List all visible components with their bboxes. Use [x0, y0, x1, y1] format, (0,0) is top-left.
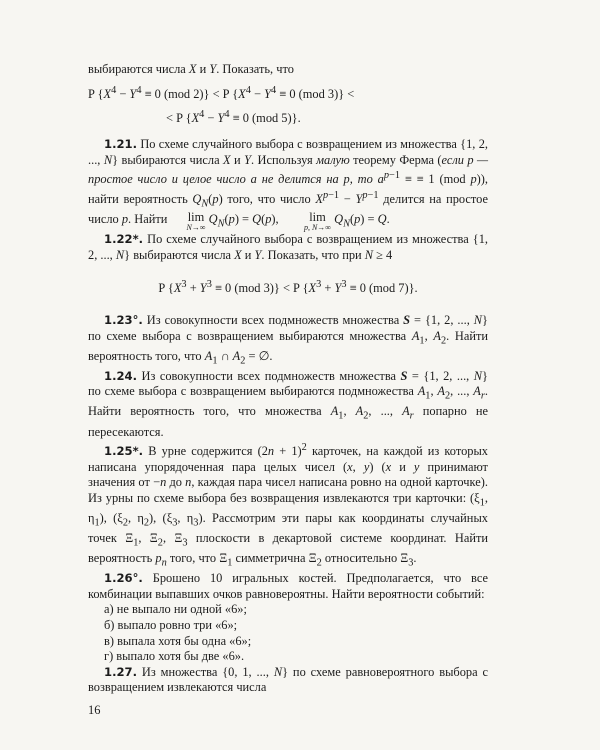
problem-1-27: 1.27. Из множества {0, 1, ..., N} по схеме равновероятного выбора с возвращением извлекаются числа: [88, 664, 488, 695]
problem-1-26: [88, 571, 488, 602]
page-body: [88, 62, 488, 696]
problem-1-22: 1.22*. По схеме случайного выбора с возвращением из множества {1, 2, ..., N} выбираются числа X и Y. Показать, что при N ≥ 4: [88, 232, 488, 262]
problem-1-25: 1.25*. В урне содержится $(2n + 1)^2$ карточек, на каждой из которых написана упорядоченная пара целых чисел (x, y) (x и y принимают значения от −n до n, каждая пара чисел написана ровно на одной карточке). Из урны по схеме выбора без возвращения извлекаются три карточки: ($\xi_1$, $\eta_1$), ($\xi_2$, $\eta_2$), ($\xi_3$, $\eta_3$). Рассмотрим эти пары как координаты случайных точек $\Xi_1$, $\Xi_2$, $\Xi_3$ плоскости в декартовой системе координат. Найти вероятность $p_n$ того, что $\Xi_1$ симметрична $\Xi_2$ относительно $\Xi_3$.: [88, 442, 488, 569]
list-item: а) не выпало ни одной «6»;: [104, 602, 247, 617]
problem-number: 1.21.: [104, 137, 138, 152]
page-number: 16: [88, 703, 101, 717]
problem-number: 1.26°.: [104, 571, 143, 586]
limit-1: lim N→∞: [186, 210, 206, 233]
formula-mod-line2: < P {$X^4 - Y^4 \equiv 0$ (mod 5)}.: [166, 109, 301, 126]
intro-line: выбираются числа X и Y. Показать, что: [88, 62, 294, 76]
problem-1-24: 1.24. Из совокупности всех подмножеств множества S = {1, 2, ..., N} по схеме выбора с возвращением выбираются подмножества $A_1$, $A_2$, ..., $A_r$. Найти вероятность того, что множества $A_1$, $A_2$, ..., $A_r$ попарно не пересекаются.: [88, 368, 489, 439]
limit-2: lim p, N→∞: [303, 210, 331, 233]
problem-number: 1.23°.: [104, 313, 143, 328]
formula-mod-line1: P {$X^4 - Y^4 \equiv 0$ (mod 2)} < P {$X^4 - Y^4 \equiv 0$ (mod 3)} <: [88, 84, 355, 101]
problem-1-23: 1.23°. Из совокупности всех подмножеств множества S = {1, 2, ..., N} по схеме выбора с возвращением выбираются множества $A_1$, $A_2$. Найти вероятность того, что $A_1$ ∩ $A_2$ = ∅.: [88, 313, 489, 367]
problem-number: 1.27.: [104, 664, 138, 679]
problem-number: 1.22*.: [104, 232, 144, 247]
problem-1-21: 1.21. По схеме случайного выбора с возвращением из множества {1, 2, ..., N} выбираются числа X и Y. Используя малую теорему Ферма (если p — простое число и целое число a не делится на p, то $a^{p-1}$ ≡ ≡ 1 (mod p)), найти вероятность $Q_N(p)$ того, что число $X^{p-1} - Y^{p-1}$ делится на простое число p. Найти lim N→∞ $Q_N(p) = Q(p)$, lim p, N→∞ $Q_N(p) = Q$.: [88, 137, 488, 233]
problem-text: Брошено 10 игральных костей. Предполагается, что все комбинации выпавших очков равновероятны. Найти вероятности событий:: [88, 571, 488, 601]
list-item: в) выпала хотя бы одна «6»;: [104, 633, 252, 648]
list-item: б) выпало ровно три «6»;: [104, 618, 238, 633]
problem-number: 1.24.: [104, 368, 138, 383]
formula-mod-3-7: P {$X^3 + Y^3 \equiv 0$ (mod 3)} < P {$X^3 + Y^3 \equiv 0$ (mod 7)}.: [158, 279, 418, 296]
problem-number: 1.25*.: [104, 444, 144, 459]
list-item: г) выпало хотя бы две «6».: [104, 649, 245, 664]
